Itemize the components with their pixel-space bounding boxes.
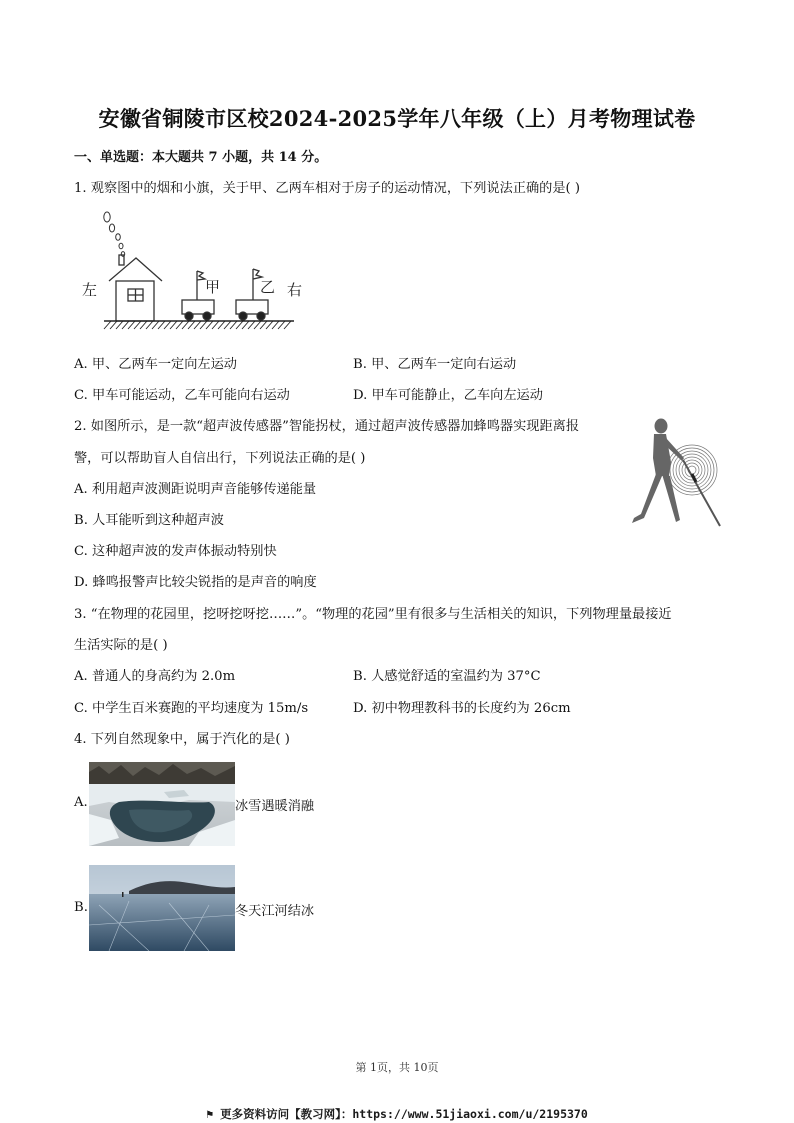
q1-option-a: A. 甲、乙两车一定向左运动 bbox=[74, 357, 237, 372]
car-b-label: 乙 bbox=[260, 278, 276, 296]
frozen-river-photo bbox=[89, 865, 235, 951]
q4-stem: 4. 下列自然现象中，属于汽化的是( ) bbox=[74, 732, 290, 747]
site-banner[interactable] bbox=[0, 1106, 794, 1122]
q3-option-d: D. 初中物理教科书的长度约为 26cm bbox=[353, 701, 571, 716]
car-a-label: 甲 bbox=[205, 278, 221, 296]
q3-option-b: B. 人感觉舒适的室温约为 37°C bbox=[353, 669, 541, 684]
section-heading: 一、单选题：本大题共 7 小题，共 14 分。 bbox=[74, 150, 328, 165]
site-banner-text[interactable]: 更多资料访问【教习网】：https://www.51jiaoxi.com/u/2195370 bbox=[220, 1107, 588, 1121]
flag-icon: ⚑ bbox=[206, 1107, 214, 1121]
q1-option-c: C. 甲车可能运动，乙车可能向右运动 bbox=[74, 388, 290, 403]
q2-option-d: D. 蜂鸣报警声比较尖锐指的是声音的响度 bbox=[74, 575, 317, 590]
q3-option-a: A. 普通人的身高约为 2.0m bbox=[74, 669, 236, 684]
q2-option-b: B. 人耳能听到这种超声波 bbox=[74, 513, 224, 528]
q3-stem-line1: 3. “在物理的花园里，挖呀挖呀挖……”。“物理的花园”里有很多与生活相关的知识，下列物理量最接近 bbox=[74, 607, 672, 622]
cane bbox=[683, 460, 720, 526]
right-label: 右 bbox=[287, 281, 303, 299]
q4-option-b-label: B. bbox=[74, 900, 88, 915]
q1-stem: 1. 观察图中的烟和小旗，关于甲、乙两车相对于房子的运动情况，下列说法正确的是( ) bbox=[74, 181, 581, 196]
left-label: 左 bbox=[82, 281, 98, 299]
page-footer: 第 1页，共 10页 bbox=[355, 1061, 439, 1074]
q4-option-b-text: 冬天江河结冰 bbox=[235, 904, 315, 919]
q2-stem-line2: 警，可以帮助盲人自信出行，下列说法正确的是( ) bbox=[74, 451, 366, 466]
q2-option-c: C. 这种超声波的发声体振动特别快 bbox=[74, 544, 277, 559]
q1-option-d: D. 甲车可能静止，乙车向左运动 bbox=[353, 388, 543, 403]
q2-option-a: A. 利用超声波测距说明声音能够传递能量 bbox=[74, 482, 317, 497]
q4-option-a-text: 冰雪遇暖消融 bbox=[235, 799, 315, 814]
q1-figure bbox=[76, 205, 306, 335]
q3-stem-line2: 生活实际的是( ) bbox=[74, 638, 168, 653]
q4-option-a-label: A. bbox=[74, 795, 88, 810]
q2-stem-line1: 2. 如图所示，是一款“超声波传感器”智能拐杖，通过超声波传感器加蜂鸣器实现距离报 bbox=[74, 419, 580, 434]
house-icon bbox=[109, 255, 162, 321]
ground-hatch bbox=[104, 321, 291, 329]
page-title: 安徽省铜陵市区校2024-2025学年八年级（上）月考物理试卷 bbox=[98, 106, 696, 131]
blind-walker-figure bbox=[622, 410, 732, 535]
q3-option-c: C. 中学生百米赛跑的平均速度为 15m/s bbox=[74, 701, 309, 716]
q1-option-b: B. 甲、乙两车一定向右运动 bbox=[353, 357, 517, 372]
smoke-icon bbox=[104, 212, 125, 256]
melting-snow-photo bbox=[89, 762, 235, 846]
